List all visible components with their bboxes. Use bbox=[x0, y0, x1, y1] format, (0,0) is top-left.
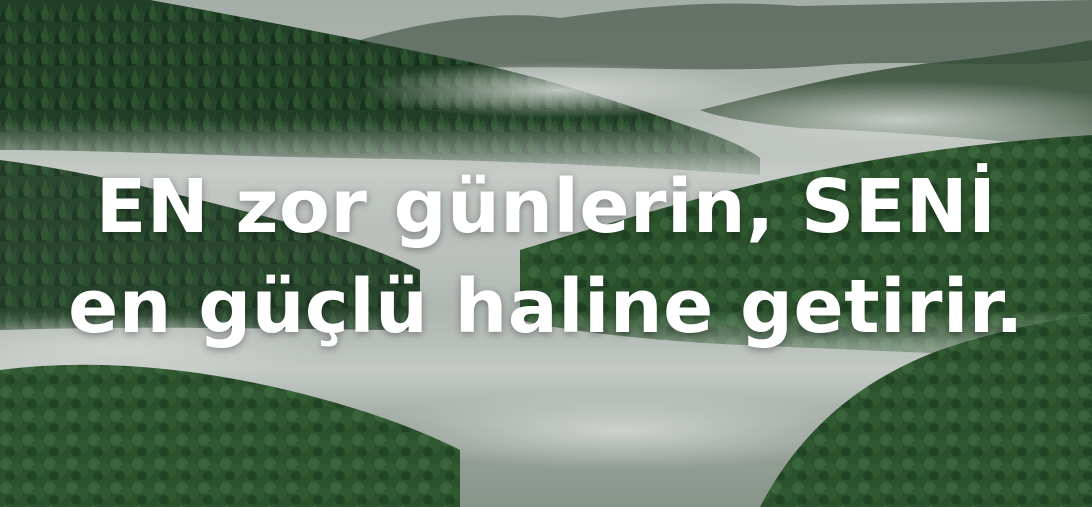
quote-line-2: en güçlü haline getirir. bbox=[68, 263, 1024, 350]
quote-line-1: EN zor günlerin, SENİ bbox=[95, 163, 997, 250]
